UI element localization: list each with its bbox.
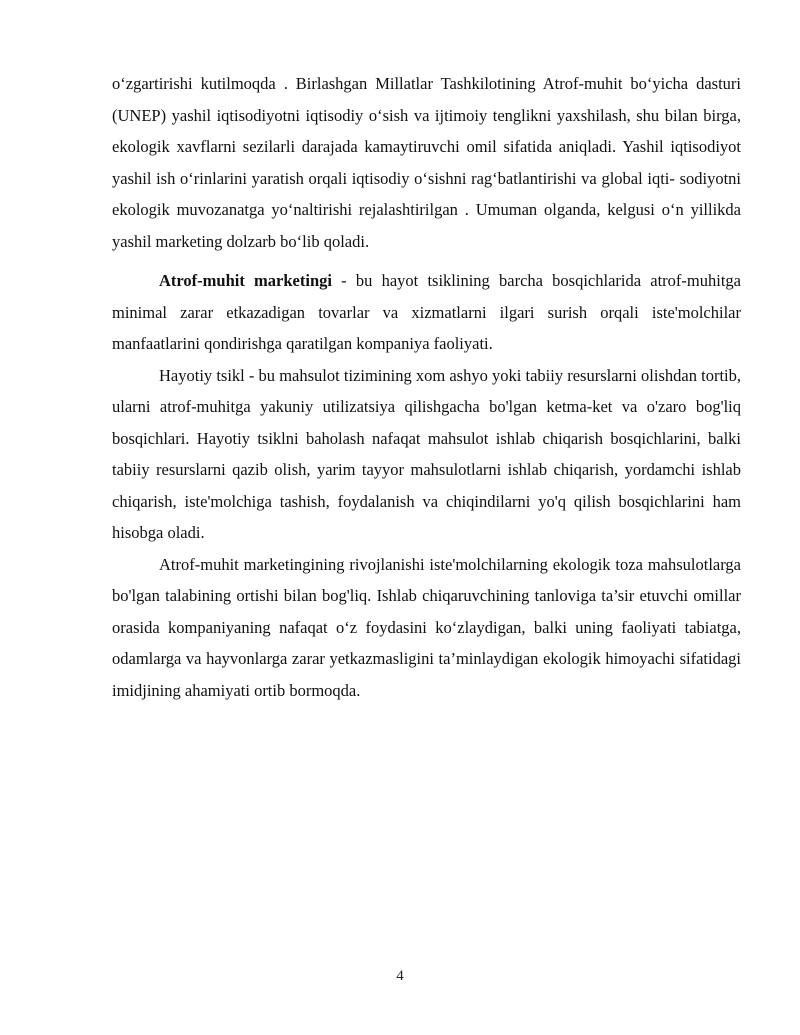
- paragraph-development: [112, 549, 741, 707]
- paragraph-text: o‘zgartirishi kutilmoqda . Birlashgan Millatlar Tashkilotining Atrof-muhit bo‘yicha dasturi (UNEP) yashil iqtisodiyotni iqtisodiy o‘sish va ijtimoiy tenglikni yaxshilash, shu bilan birga, ekologik xavflarni sezilarli darajada kamaytiruvchi omil sifatida aniqladi. Yashil iqtisodiyot yashil ish o‘rinlarini yaratish orqali iqtisodiy o‘sishni rag‘batlantirishi va global iqti- sodiyotni ekologik muvozanatga yo‘naltirishi rejalashtirilgan . Umuman olganda, kelgusi o‘n yillikda yashil marketing dolzarb bo‘lib qoladi.: [112, 74, 741, 251]
- defined-term: Atrof-muhit marketingi: [159, 271, 332, 290]
- paragraph-text: - bu hayot tsiklining barcha bosqichlarida atrof-muhitga minimal zarar etkazadigan tovarlar va xizmatlarni ilgari surish orqali iste'molchilar manfaatlarini qondirishga qaratilgan kompaniya faoliyati.: [112, 271, 741, 353]
- paragraph-life-cycle: [112, 360, 741, 549]
- document-body: [112, 68, 741, 706]
- page-number: 4: [396, 968, 404, 984]
- paragraph-definition-environmental-marketing: [112, 265, 741, 360]
- paragraph-continuation: [112, 68, 741, 257]
- paragraph-text: Hayotiy tsikl - bu mahsulot tizimining xom ashyo yoki tabiiy resurslarni olishdan tortib, ularni atrof-muhitga yakuniy utilizatsiya qilishgacha bo'lgan ketma-ket va o'zaro bog'liq bosqichlari. Hayotiy tsiklni baholash nafaqat mahsulot ishlab chiqarish bosqichlarini, balki tabiiy resurslarni qazib olish, yarim tayyor mahsulotlarni ishlab chiqarish, yordamchi ishlab chiqarish, iste'molchiga tashish, foydalanish va chiqindilarni yo'q qilish bosqichlarini ham hisobga oladi.: [112, 365, 741, 542]
- paragraph-text: Atrof-muhit marketingining rivojlanishi iste'molchilarning ekologik toza mahsulotlarga bo'lgan talabining ortishi bilan bog'liq. Ishlab chiqaruvchining tanloviga ta’sir etuvchi omillar orasida kompaniyaning nafaqat o‘z foydasini ko‘zlaydigan, balki uning faoliyati tabiatga, odamlarga va hayvonlarga zarar yetkazmasligini ta’minlaydigan ekologik himoyachi sifatidagi imidjining ahamiyati ortib bormoqda.: [112, 554, 741, 700]
